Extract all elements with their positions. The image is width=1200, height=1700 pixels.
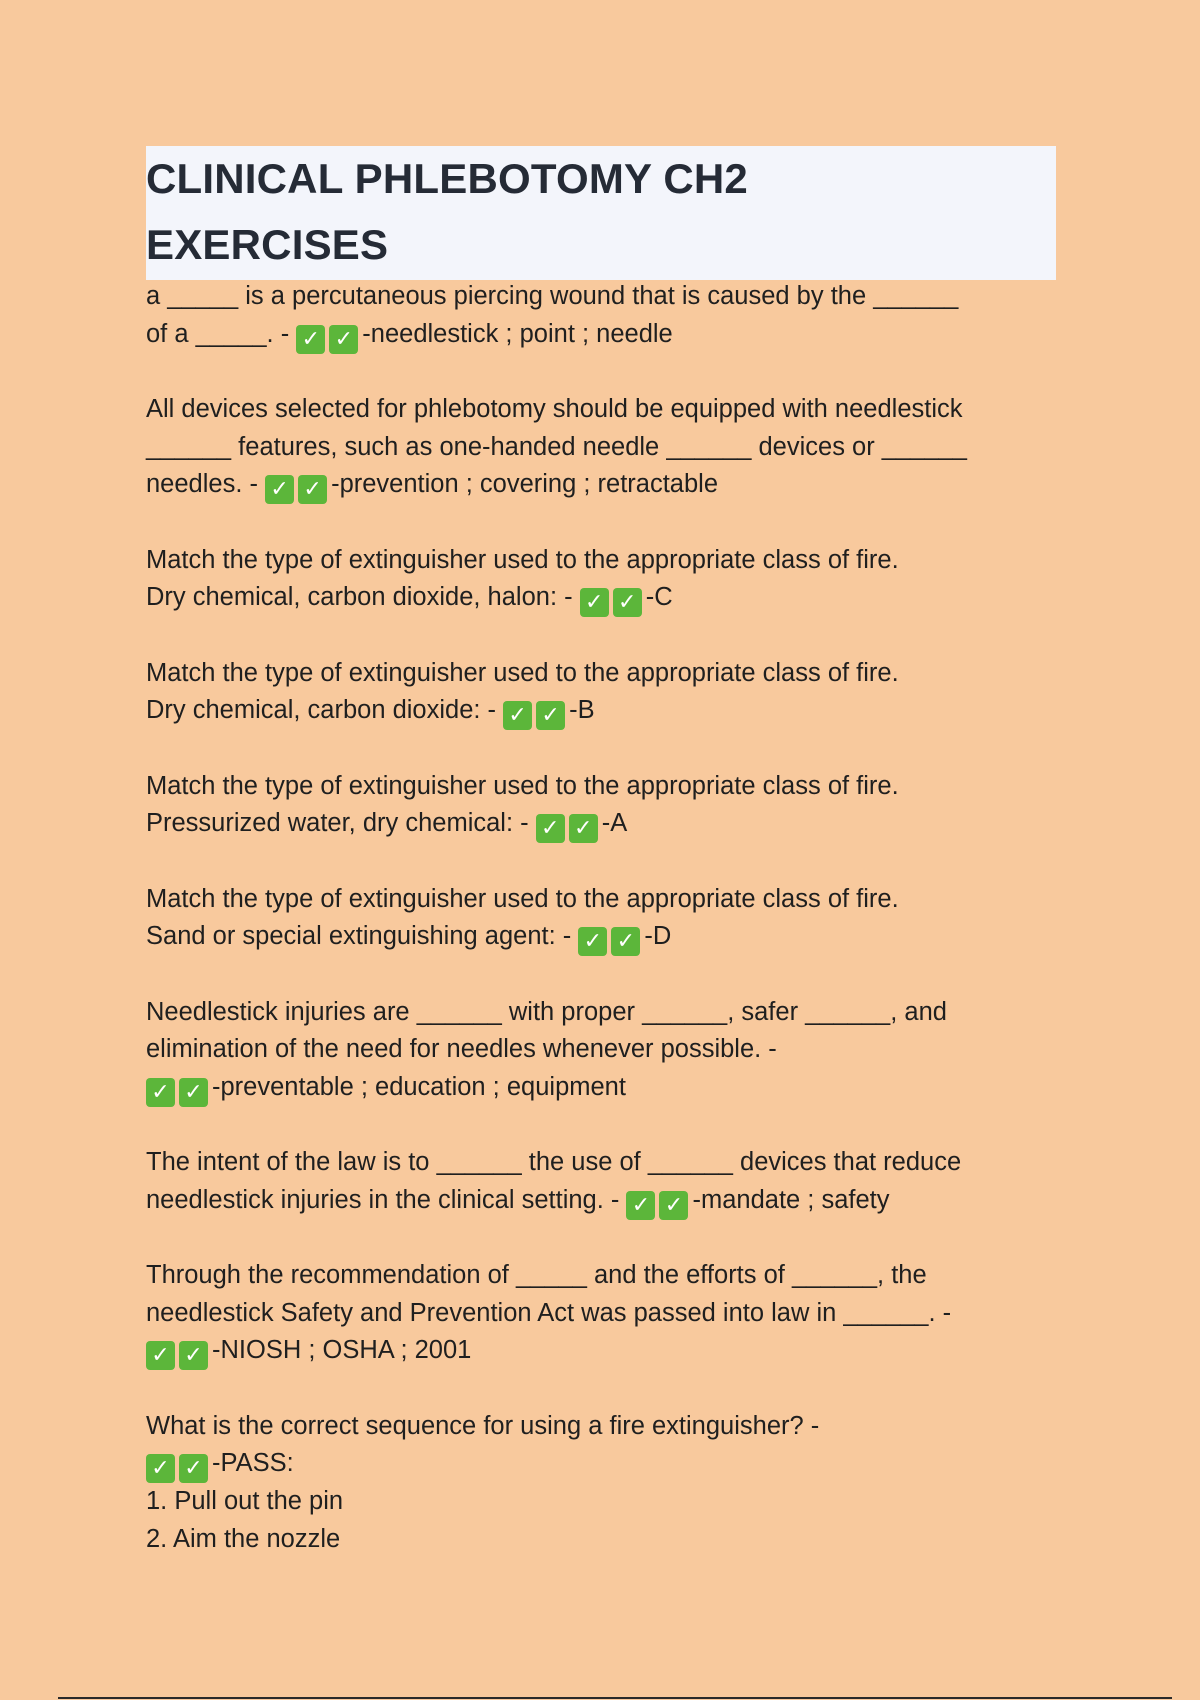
check-mark-icon: ✓ <box>146 1454 175 1483</box>
answer-text: -B <box>569 696 595 724</box>
question-answer-line <box>146 579 1066 617</box>
answer-text: -needlestick ; point ; needle <box>362 319 673 348</box>
question-line: Match the type of extinguisher used to the appropriate class of fire. <box>146 545 899 574</box>
qa-item <box>146 1257 1066 1370</box>
page-divider <box>58 1697 1172 1699</box>
question-line: elimination of the need for needles whenever possible. - <box>146 1035 777 1063</box>
check-mark-icon: ✓ <box>179 1078 208 1107</box>
qa-item <box>146 655 1066 731</box>
question-text: Dry chemical, carbon dioxide, halon: - <box>146 583 580 611</box>
question-line: Match the type of extinguisher used to the appropriate class of fire. <box>146 658 899 687</box>
check-mark-icon: ✓ <box>265 475 294 504</box>
question-line: a _____ is a percutaneous piercing wound that is caused by the ______ <box>146 282 959 310</box>
question-line: All devices selected for phlebotomy should be equipped with needlestick <box>146 395 963 423</box>
document-body <box>146 278 1066 1596</box>
question-text: of a _____. - <box>146 319 297 348</box>
document-title-line-1: CLINICAL PHLEBOTOMY CH2 <box>146 155 748 202</box>
question-answer-line <box>146 466 1066 504</box>
question-text: Dry chemical, carbon dioxide: - <box>146 696 504 724</box>
question-text: needles. - <box>146 470 266 498</box>
answer-text: -C <box>645 583 673 611</box>
check-mark-icon: ✓ <box>146 1078 175 1107</box>
document-title-box <box>146 146 1056 280</box>
question-answer-line <box>146 805 1066 843</box>
qa-item <box>146 1408 1066 1559</box>
check-mark-icon: ✓ <box>298 475 327 504</box>
check-mark-icon: ✓ <box>179 1341 208 1370</box>
list-item: 1. Pull out the pin <box>146 1487 344 1515</box>
question-answer-line <box>146 918 1066 956</box>
check-mark-icon: ✓ <box>613 588 642 617</box>
question-text: needlestick injuries in the clinical setting. - <box>146 1185 627 1214</box>
check-mark-icon: ✓ <box>626 1191 655 1220</box>
qa-item <box>146 994 1066 1107</box>
question-answer-line <box>146 692 1066 730</box>
question-answer-line <box>146 1445 1066 1483</box>
answer-text: -mandate ; safety <box>692 1185 890 1214</box>
question-answer-line <box>146 1332 1066 1370</box>
check-mark-icon: ✓ <box>503 701 532 730</box>
question-answer-line <box>146 316 1066 354</box>
question-line: What is the correct sequence for using a fire extinguisher? - <box>146 1411 820 1440</box>
question-line: needlestick Safety and Prevention Act was passed into law in ______. - <box>146 1298 952 1327</box>
question-line: Match the type of extinguisher used to the appropriate class of fire. <box>146 771 899 800</box>
question-line: Needlestick injuries are ______ with proper ______, safer ______, and <box>146 997 947 1026</box>
answer-text: -D <box>644 922 672 950</box>
list-item: 2. Aim the nozzle <box>146 1524 341 1553</box>
answer-text: -NIOSH ; OSHA ; 2001 <box>212 1336 472 1364</box>
question-answer-line <box>146 1069 1066 1107</box>
question-line: Match the type of extinguisher used to the appropriate class of fire. <box>146 884 899 913</box>
check-mark-icon: ✓ <box>659 1191 688 1220</box>
check-mark-icon: ✓ <box>536 701 565 730</box>
question-line: The intent of the law is to ______ the use of ______ devices that reduce <box>146 1148 962 1176</box>
qa-item <box>146 1144 1066 1220</box>
document-title-line-2: EXERCISES <box>146 221 389 268</box>
qa-item <box>146 768 1066 844</box>
check-mark-icon: ✓ <box>580 588 609 617</box>
check-mark-icon: ✓ <box>578 927 607 956</box>
check-mark-icon: ✓ <box>296 325 325 354</box>
check-mark-icon: ✓ <box>569 814 598 843</box>
question-text: Pressurized water, dry chemical: - <box>146 809 536 837</box>
qa-item <box>146 278 1066 354</box>
check-mark-icon: ✓ <box>611 927 640 956</box>
check-mark-icon: ✓ <box>536 814 565 843</box>
question-text: Sand or special extinguishing agent: - <box>146 922 579 950</box>
check-mark-icon: ✓ <box>329 325 358 354</box>
answer-text: -prevention ; covering ; retractable <box>331 470 719 498</box>
check-mark-icon: ✓ <box>179 1454 208 1483</box>
question-line: ______ features, such as one-handed needle ______ devices or ______ <box>146 432 967 461</box>
answer-text: -preventable ; education ; equipment <box>212 1072 626 1101</box>
qa-item <box>146 391 1066 504</box>
question-answer-line <box>146 1182 1066 1220</box>
question-line: Through the recommendation of _____ and the efforts of ______, the <box>146 1261 927 1289</box>
qa-item <box>146 881 1066 957</box>
answer-text: -PASS: <box>212 1449 294 1477</box>
check-mark-icon: ✓ <box>146 1341 175 1370</box>
answer-text: -A <box>601 809 628 837</box>
qa-item <box>146 542 1066 618</box>
